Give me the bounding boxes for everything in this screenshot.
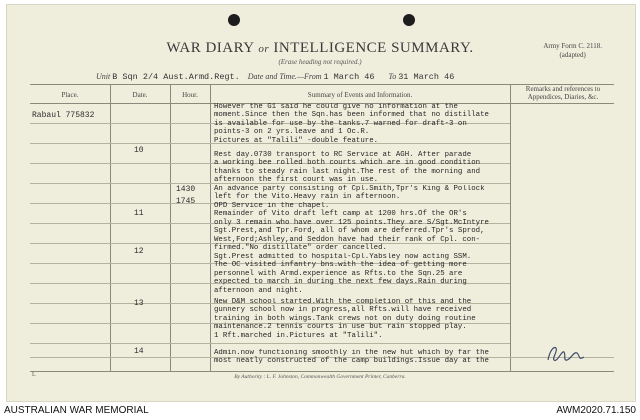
form-mark: L — [32, 372, 36, 378]
entry-text: However the G1 said he could give no information at the moment.Since then the Sqn.has been informed that no distillate is available for use by the tanks.7 warned for draft-3 on points-3 on 2 yrs.leave and 1 Oc.R. Pictures at "Talili" -double feature. — [214, 103, 489, 145]
date-cell: 11 — [134, 209, 144, 218]
entry-text: OPD Service in the chapel. Remainder of Vito draft left camp at 1200 hrs.Of the OR's only 3 remain who have over 125 points.They are S/Sgt.McIntyre Sgt.Prest,and Tpr.Ford, all of whom are deferred.Tpr's Sprod, West,Ford;Ashley,and Seddon have had their rank of Cpl. con- firmed."No distillate" order cancelled. — [214, 202, 489, 253]
place-cell: Rabaul 775832 — [32, 111, 95, 120]
date-cell: 12 — [134, 247, 144, 256]
title-or: or — [258, 43, 270, 55]
date-cell: 14 — [134, 347, 144, 356]
column-divider — [210, 85, 211, 371]
punch-hole-right — [403, 14, 415, 26]
hour-cell: 1430 — [176, 185, 196, 194]
entry-text: Sgt.Prest admitted to hospital-Cpl.Yabsley now acting SSM. The OC visited infantry bns.with the idea of getting more personnel with Armd.experience as Rfts.to the Sqn.25 are expected to march in during the next few days.Rain during afternoon and night. — [214, 253, 472, 295]
date-cell: 10 — [134, 146, 144, 155]
entry-text: Rest day.0730 transport to RC Service at AGH. After parade a working bee rolled both courts which are in good condition thanks to steady rain last night.The rest of the morning and afternoon the first court was in use. — [214, 151, 481, 185]
punch-hole-left — [228, 14, 240, 26]
date-from-label: Date and Time.—From — [247, 72, 322, 81]
page-subtitle: (Erase heading not required.) — [278, 58, 362, 66]
hour-cell: 1745 — [176, 197, 196, 206]
army-form-number: Army Form C. 2118. — [543, 42, 602, 50]
printer-line: By Authority : L. F. Johnston, Commonwealth Government Printer, Canberra. — [234, 374, 406, 380]
entry-text: New D&M school started.With the completion of this and the gunnery school now in progress,all Rfts.will have received training in both wings.Tank crews not on duty doing routine maintenance.2 tennis courts in use but rain stopped play. 1 Rft.marched in.Pictures at "Talili". — [214, 298, 476, 340]
diary-table — [30, 84, 614, 372]
column-divider — [510, 85, 511, 371]
unit-label: Unit — [96, 72, 111, 81]
date-to-value: 31 March 46 — [398, 72, 455, 82]
column-header-date: Date. — [132, 91, 148, 99]
column-header-hour: Hour. — [182, 91, 198, 99]
archive-reference: AWM2020.71.150 — [556, 405, 636, 416]
archive-name: AUSTRALIAN WAR MEMORIAL — [4, 405, 149, 416]
column-header-remarks: Remarks and references to Appendices, Diaries, &c. — [525, 85, 601, 101]
column-header-place: Place. — [61, 91, 79, 99]
handwritten-initials — [544, 342, 588, 368]
entry-text: An advance party consisting of Cpl.Smith,Tpr's King & Pollock left for the Vito.Heavy rain in afternoon. — [214, 185, 485, 202]
column-divider — [110, 85, 111, 371]
column-divider — [170, 85, 171, 371]
army-form-label — [543, 42, 602, 60]
army-form-note: (adapted) — [559, 51, 586, 59]
date-cell: 13 — [134, 299, 144, 308]
title-war-diary: WAR DIARY — [166, 40, 255, 56]
date-from-value: 1 March 46 — [323, 72, 375, 82]
entry-text: Admin.now functioning smoothly in the new hut which by far the most neatly constructed of the camp buildings.Issue day at the — [214, 349, 489, 366]
row-rule — [30, 343, 510, 344]
unit-value: B Sqn 2/4 Aust.Armd.Regt. — [112, 72, 240, 82]
archive-caption-bar — [0, 404, 640, 420]
title-intelligence-summary: INTELLIGENCE SUMMARY. — [273, 40, 474, 56]
unit-date-line — [96, 72, 454, 82]
column-header-summary: Summary of Events and Information. — [307, 91, 413, 99]
date-to-label: To — [388, 72, 397, 81]
